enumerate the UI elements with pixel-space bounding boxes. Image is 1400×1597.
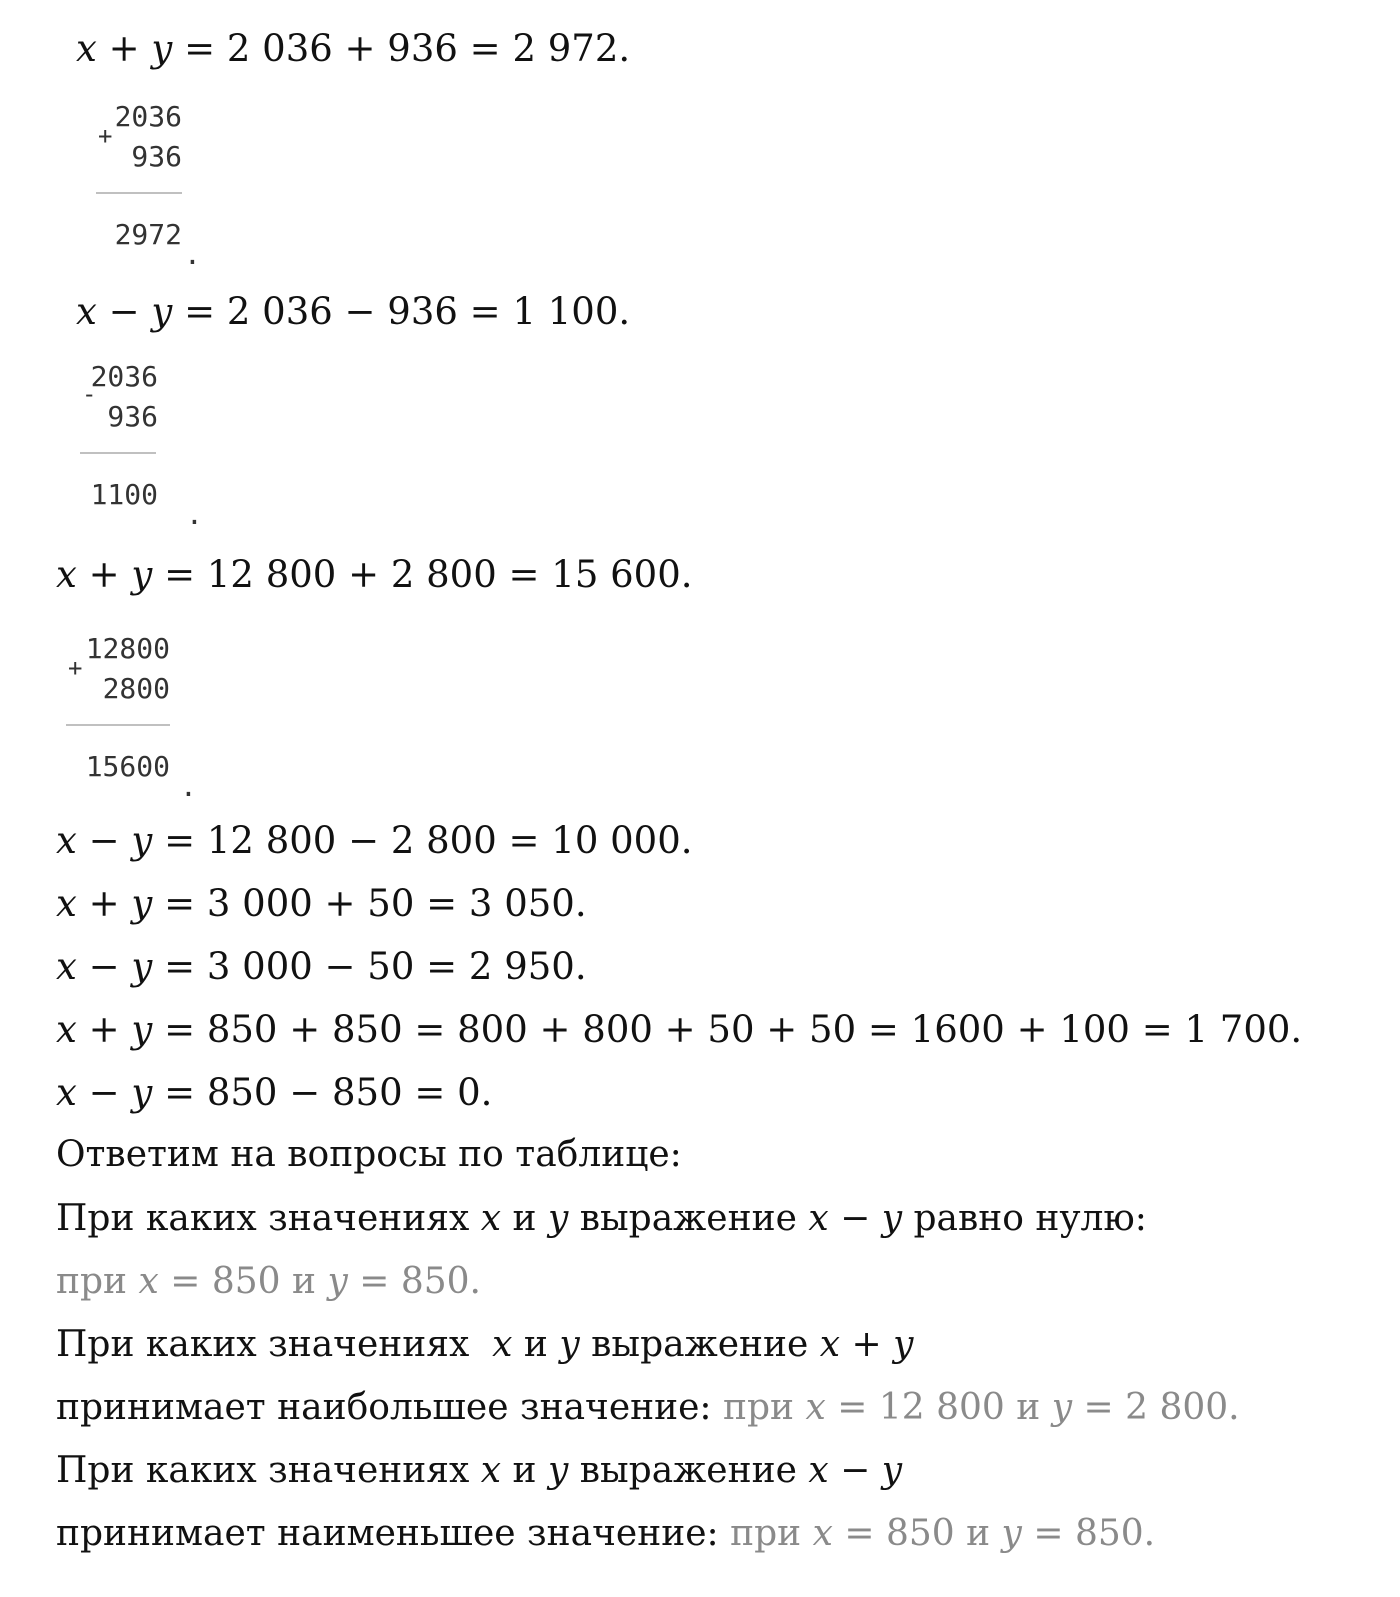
equation-line-1 (76, 27, 631, 70)
answer-2 (723, 1387, 1240, 1428)
var-x: x (819, 1324, 841, 1365)
var-y: y (131, 882, 153, 925)
answer-value: = 12 800 (825, 1387, 1005, 1428)
equation-line-2 (76, 290, 631, 333)
column-result: 2972 (114, 218, 182, 251)
var-y: y (881, 1450, 903, 1491)
question-text: выражение (568, 1450, 809, 1491)
answer-text: при (723, 1387, 806, 1428)
column-operator: + (68, 654, 83, 682)
var-x: x (492, 1324, 513, 1365)
equation-line-7 (56, 1008, 1303, 1051)
var-y: y (893, 1324, 914, 1365)
column-bottom-number: 936 (131, 140, 182, 173)
question-text: При каких значениях (56, 1198, 481, 1239)
question-text: принимает наименьшее значение: (56, 1513, 731, 1554)
var-x: x (138, 1261, 159, 1302)
var-x: x (480, 1450, 502, 1491)
conjunction: и (501, 1198, 548, 1239)
column-dot: . (186, 498, 203, 531)
equation-line-6 (56, 945, 587, 988)
operator: − (88, 1071, 120, 1114)
equation-rest: = 12 800 + 2 800 = 15 600. (152, 553, 693, 596)
column-dot: . (180, 770, 197, 803)
conjunction: и (954, 1513, 1002, 1554)
var-x: x (56, 1008, 77, 1051)
column-result: 15600 (85, 750, 170, 783)
var-x: x (56, 819, 77, 862)
var-x: x (480, 1198, 502, 1239)
var-x: x (56, 1071, 77, 1114)
conjunction: и (1004, 1387, 1052, 1428)
column-bottom-number: 936 (107, 400, 158, 433)
var-y: y (151, 290, 173, 333)
column-divider (66, 724, 170, 726)
var-y: y (131, 1008, 153, 1051)
var-y: y (1051, 1387, 1073, 1428)
equation-rest: = 3 000 + 50 = 3 050. (152, 882, 587, 925)
operator: − (88, 819, 120, 862)
var-x: x (56, 945, 77, 988)
operator: + (840, 1324, 894, 1365)
var-y: y (131, 1071, 153, 1114)
var-y: y (327, 1261, 348, 1302)
question-3 (56, 1450, 903, 1491)
operator: + (88, 882, 120, 925)
answer-3 (730, 1513, 1155, 1554)
operator: − (828, 1450, 882, 1491)
operator: + (88, 1008, 120, 1051)
equation-line-5 (56, 882, 587, 925)
column-addition-2 (66, 632, 196, 802)
var-y: y (547, 1198, 569, 1239)
equation-rest: = 12 800 − 2 800 = 10 000. (152, 819, 693, 862)
var-y: y (559, 1324, 580, 1365)
var-x: x (56, 882, 77, 925)
answer-text: при (56, 1261, 139, 1302)
question-2 (56, 1324, 914, 1365)
var-x: x (808, 1450, 829, 1491)
answer-value: = 2 800. (1072, 1387, 1240, 1428)
question-text: При каких значениях (56, 1324, 493, 1365)
column-addition-1 (96, 100, 206, 270)
column-top-number: 2036 (90, 360, 158, 393)
column-top-number: 2036 (114, 100, 182, 133)
operator: + (108, 27, 140, 70)
column-subtraction-1 (80, 360, 210, 530)
question-text: выражение (568, 1198, 809, 1239)
answer-value: = 850 (158, 1261, 281, 1302)
var-x: x (76, 290, 97, 333)
var-y: y (131, 945, 153, 988)
question-text: выражение (579, 1324, 820, 1365)
question-3-answer-line (56, 1513, 1156, 1554)
operator: − (828, 1198, 882, 1239)
equation-rest: = 850 + 850 = 800 + 800 + 50 + 50 = 1600 + 100 = 1 700. (152, 1008, 1303, 1051)
var-x: x (805, 1387, 826, 1428)
operator: + (88, 553, 120, 596)
column-operator: + (98, 122, 113, 150)
question-2-answer-line (56, 1387, 1240, 1428)
conjunction: и (501, 1450, 548, 1491)
equation-rest: = 2 036 + 936 = 2 972. (172, 27, 631, 70)
var-x: x (808, 1198, 829, 1239)
var-y: y (547, 1450, 569, 1491)
question-text: При каких значениях (56, 1450, 481, 1491)
operator: − (88, 945, 120, 988)
equation-rest: = 2 036 − 936 = 1 100. (172, 290, 631, 333)
column-result: 1100 (90, 478, 158, 511)
var-y: y (151, 27, 173, 70)
var-y: y (131, 553, 153, 596)
equation-line-4 (56, 819, 693, 862)
column-divider (80, 452, 156, 454)
equation-rest: = 850 − 850 = 0. (152, 1071, 493, 1114)
column-dot: . (184, 238, 201, 271)
column-divider (96, 192, 182, 194)
question-text: принимает наибольшее значение: (56, 1387, 724, 1428)
equation-line-3 (56, 553, 693, 596)
equation-rest: = 3 000 − 50 = 2 950. (152, 945, 587, 988)
answer-text: при (730, 1513, 813, 1554)
equation-line-8 (56, 1071, 493, 1114)
column-operator: - (82, 380, 97, 408)
var-y: y (881, 1198, 903, 1239)
answer-value: = 850. (347, 1261, 482, 1302)
answer-1 (56, 1261, 482, 1302)
answer-value: = 850 (832, 1513, 955, 1554)
answers-intro: Ответим на вопросы по таблице: (56, 1134, 682, 1175)
var-y: y (131, 819, 153, 862)
operator: − (108, 290, 140, 333)
var-x: x (812, 1513, 833, 1554)
var-x: x (76, 27, 97, 70)
conjunction: и (280, 1261, 328, 1302)
column-bottom-number: 2800 (102, 672, 170, 705)
answer-value: = 850. (1021, 1513, 1156, 1554)
conjunction: и (512, 1324, 560, 1365)
column-top-number: 12800 (85, 632, 170, 665)
question-text: равно нулю: (902, 1198, 1147, 1239)
var-y: y (1001, 1513, 1022, 1554)
question-1 (56, 1198, 1147, 1239)
var-x: x (56, 553, 77, 596)
